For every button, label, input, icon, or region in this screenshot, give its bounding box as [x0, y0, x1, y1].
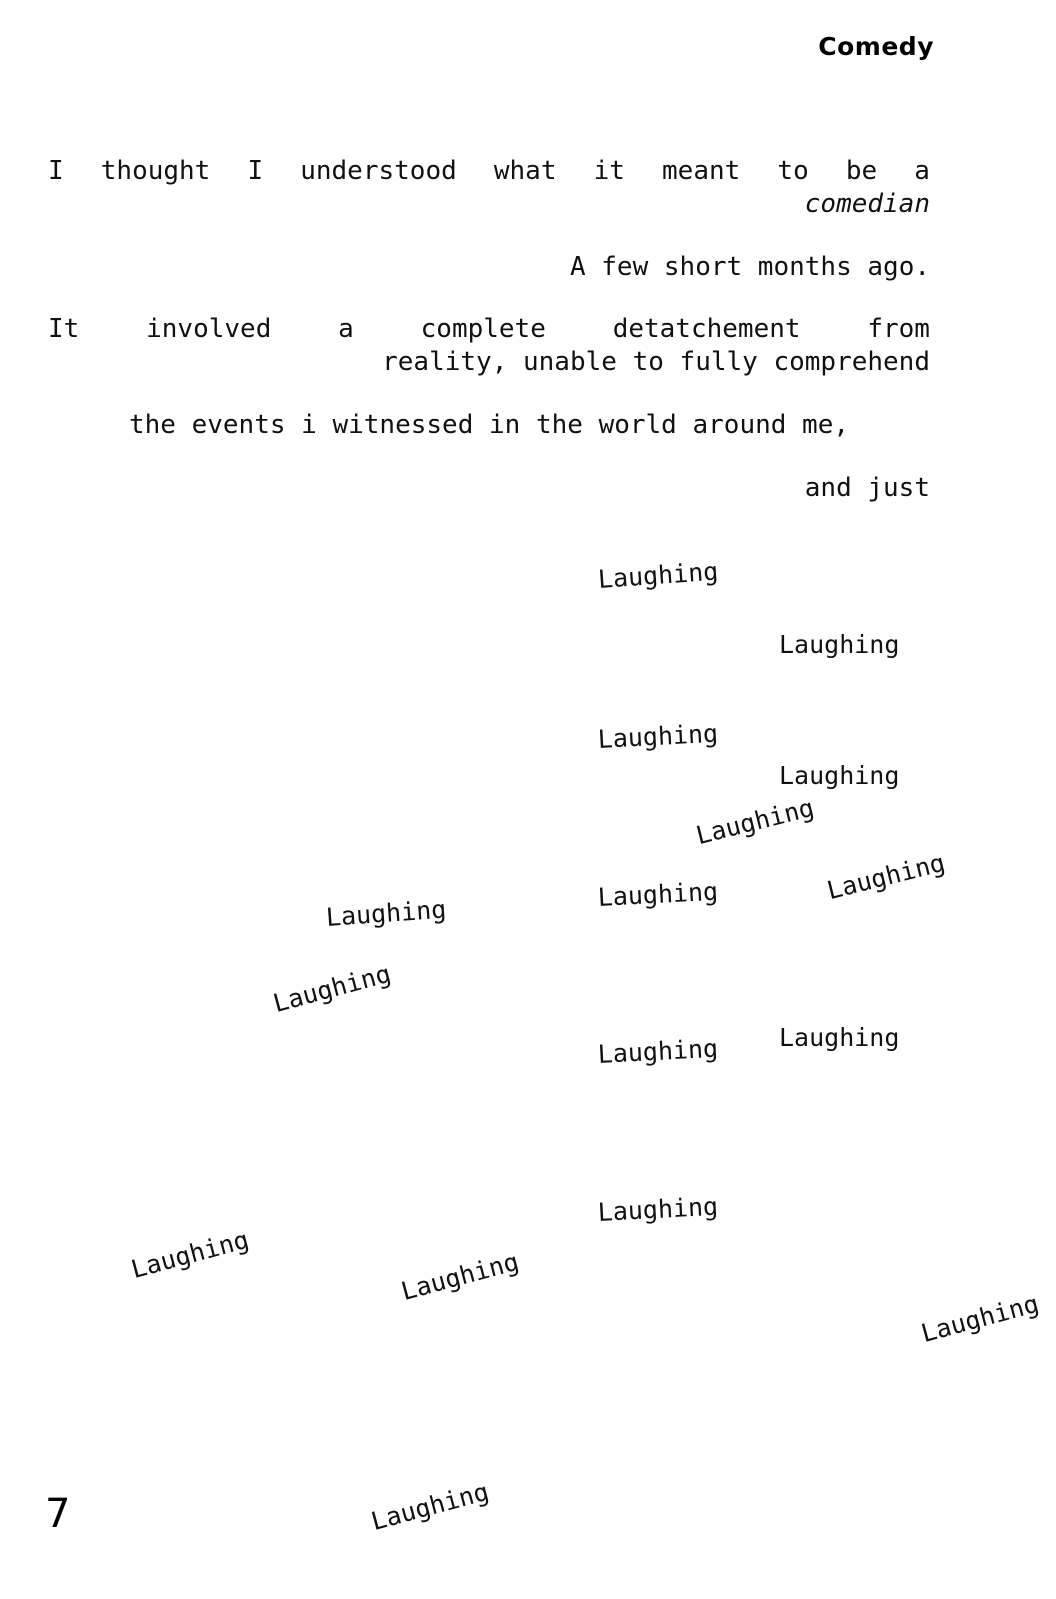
poem-line-5: reality, unable to fully comprehend — [382, 347, 930, 377]
laughing-word: Laughing — [918, 1288, 1042, 1349]
laughing-word: Laughing — [597, 556, 720, 594]
poem-word: detatchement — [612, 314, 801, 345]
poem-word: I — [247, 156, 264, 186]
poem-word: a — [914, 156, 930, 186]
poem-spacer — [48, 442, 930, 472]
laughing-word: Laughing — [597, 1191, 719, 1227]
poem-word: it — [593, 156, 625, 186]
laughing-word: Laughing — [693, 792, 817, 851]
poem-spacer — [48, 379, 930, 409]
page-header-title: Comedy — [818, 32, 934, 61]
poem-word: meant — [662, 156, 741, 186]
poem-word: I — [48, 156, 64, 186]
poem-line-3: A few short months ago. — [569, 251, 930, 282]
poem-word: a — [338, 314, 354, 345]
poem-spacer — [48, 283, 930, 313]
poem-line-1 — [48, 155, 930, 188]
poem-word: It — [48, 314, 80, 345]
laughing-word: Laughing — [270, 958, 394, 1019]
poem-word: understood — [300, 156, 457, 186]
laughing-word: Laughing — [128, 1224, 252, 1285]
poem-word: be — [845, 156, 878, 186]
poem-word: from — [867, 314, 930, 345]
poem-word: complete — [420, 314, 546, 345]
poem-line-4 — [48, 313, 930, 346]
laughing-word: Laughing — [368, 1476, 492, 1537]
laughing-word: Laughing — [597, 718, 719, 754]
laughing-word: Laughing — [779, 761, 900, 790]
laughing-word: Laughing — [779, 630, 900, 659]
laughing-word: Laughing — [597, 876, 719, 912]
poem-word: thought — [100, 156, 211, 186]
poem-spacer — [48, 221, 930, 251]
poem-word: involved — [146, 314, 272, 345]
laughing-word: Laughing — [325, 894, 448, 932]
poem-line-2-comedian: comedian — [804, 188, 930, 219]
poem-line-6: the events i witnessed in the world around me, — [128, 409, 850, 440]
laughing-word: Laughing — [597, 1033, 719, 1069]
laughing-word: Laughing — [398, 1246, 522, 1307]
poem-line-7: and just — [804, 472, 930, 503]
laughing-word: Laughing — [779, 1023, 900, 1052]
page-number: 7 — [45, 1491, 71, 1537]
poem-word: what — [493, 156, 557, 186]
laughing-word: Laughing — [824, 847, 948, 906]
poem-word: to — [777, 156, 809, 186]
poem-body — [48, 155, 930, 504]
